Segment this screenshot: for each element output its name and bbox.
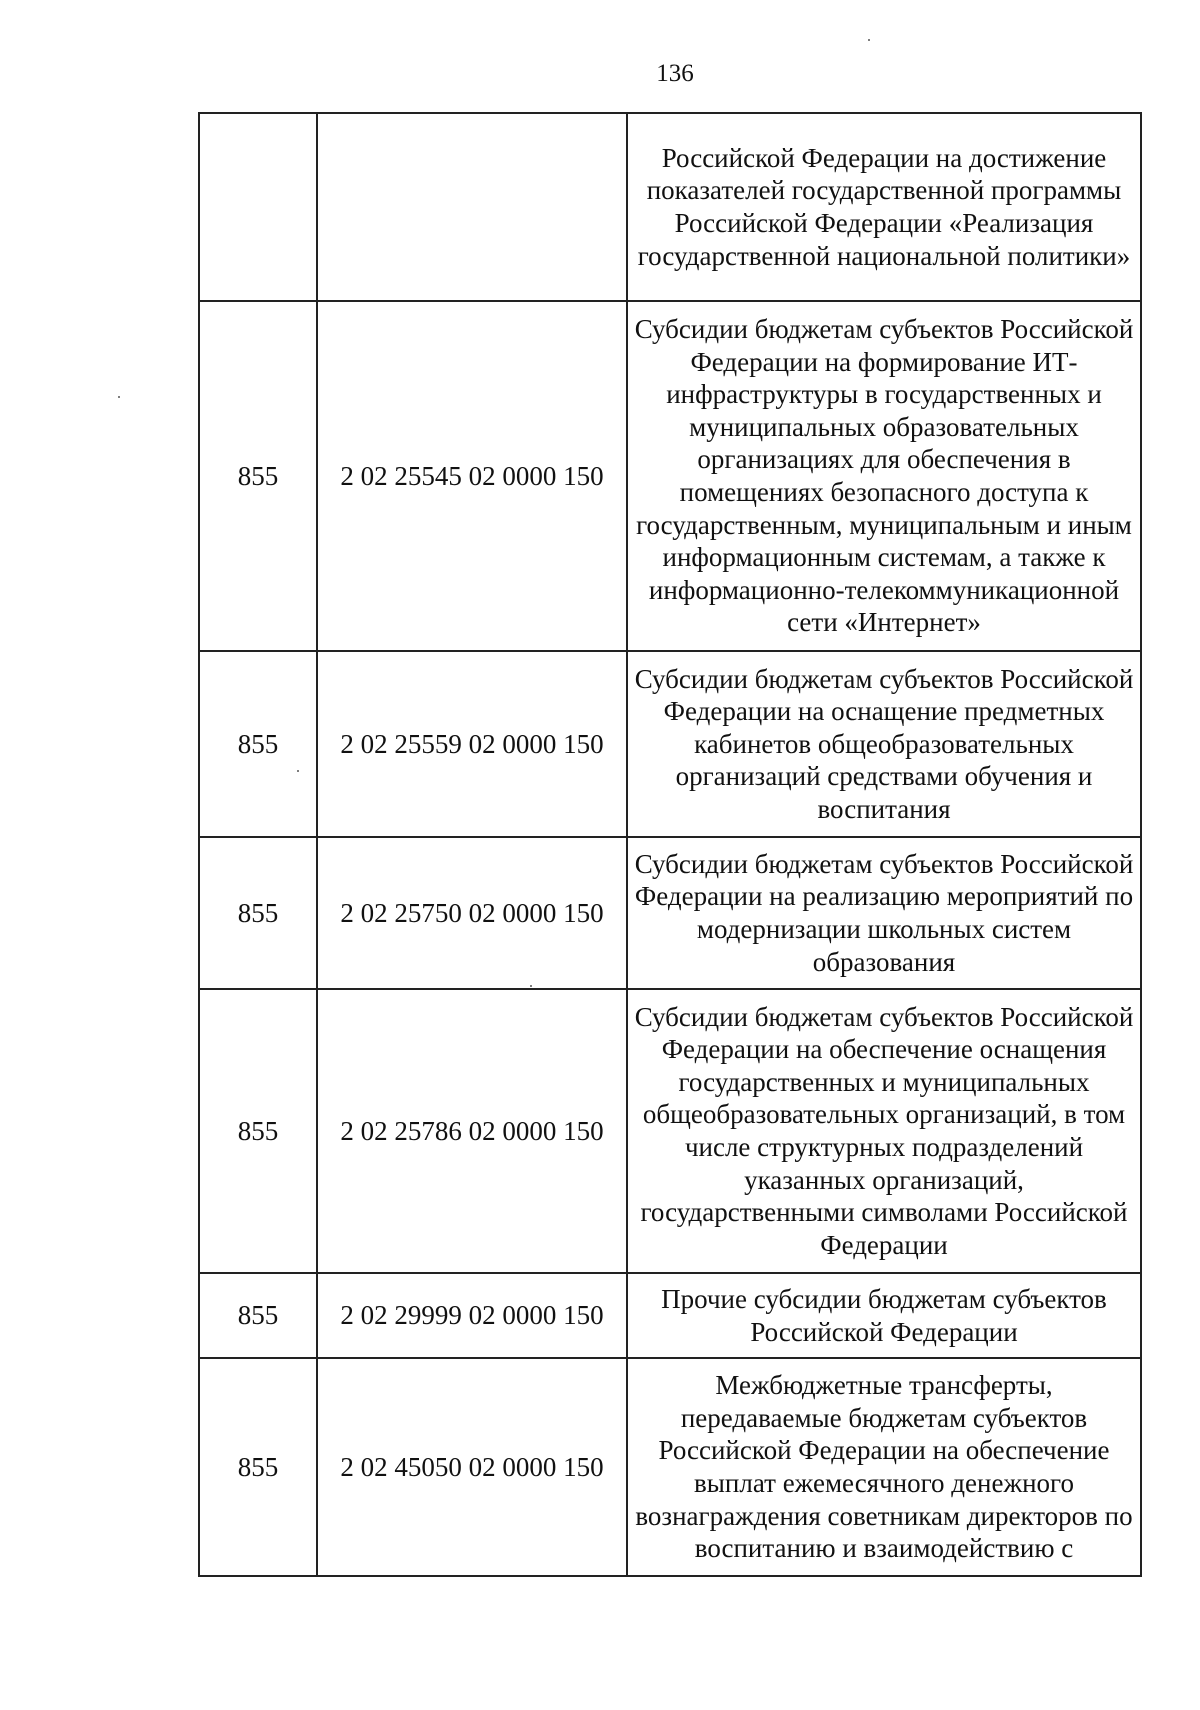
budget-code-cell: 2 02 25559 02 0000 150 — [317, 651, 627, 837]
admin-code-cell: 855 — [199, 651, 317, 837]
budget-code-cell: 2 02 45050 02 0000 150 — [317, 1358, 627, 1576]
admin-code-cell: 855 — [199, 837, 317, 989]
description-cell: Прочие субсидии бюджетам субъектов Российской Федерации — [627, 1273, 1141, 1358]
budget-code-cell: 2 02 29999 02 0000 150 — [317, 1273, 627, 1358]
admin-code-cell: 855 — [199, 1273, 317, 1358]
table-row — [199, 1358, 1141, 1576]
table-row — [199, 113, 1141, 301]
table-row — [199, 301, 1141, 651]
description-cell: Субсидии бюджетам субъектов Российской Федерации на обеспечение оснащения государственных и муниципальных общеобразовательных организаций, в том числе структурных подразделений указанных организаций, государственными символами Российской Федерации — [627, 989, 1141, 1273]
budget-code-cell: 2 02 25750 02 0000 150 — [317, 837, 627, 989]
admin-code-cell: 855 — [199, 301, 317, 651]
admin-code-cell — [199, 113, 317, 301]
description-cell: Субсидии бюджетам субъектов Российской Федерации на реализацию мероприятий по модернизации школьных систем образования — [627, 837, 1141, 989]
admin-code-cell: 855 — [199, 1358, 317, 1576]
table-row — [199, 651, 1141, 837]
table-row — [199, 837, 1141, 989]
budget-codes-table — [198, 112, 1142, 1577]
table-row — [199, 1273, 1141, 1358]
budget-code-cell: 2 02 25545 02 0000 150 — [317, 301, 627, 651]
budget-code-cell — [317, 113, 627, 301]
description-cell: Субсидии бюджетам субъектов Российской Федерации на формирование ИТ-инфраструктуры в государственных и муниципальных образовательных организациях для обеспечения в помещениях безопасного доступа к государственным, муниципальным и иным информационным системам, а также к информационно-телекоммуникационной сети «Интернет» — [627, 301, 1141, 651]
table-row — [199, 989, 1141, 1273]
budget-code-cell: 2 02 25786 02 0000 150 — [317, 989, 627, 1273]
page-number: 136 — [656, 60, 694, 87]
admin-code-cell: 855 — [199, 989, 317, 1273]
scan-speck — [868, 39, 870, 41]
description-cell: Субсидии бюджетам субъектов Российской Федерации на оснащение предметных кабинетов общеобразовательных организаций средствами обучения и воспитания — [627, 651, 1141, 837]
description-cell: Межбюджетные трансферты, передаваемые бюджетам субъектов Российской Федерации на обеспечение выплат ежемесячного денежного вознаграждения советникам директоров по воспитанию и взаимодействию с — [627, 1358, 1141, 1576]
description-cell: Российской Федерации на достижение показателей государственной программы Российской Федерации «Реализация государственной национальной политики» — [627, 113, 1141, 301]
scan-speck — [118, 396, 120, 398]
